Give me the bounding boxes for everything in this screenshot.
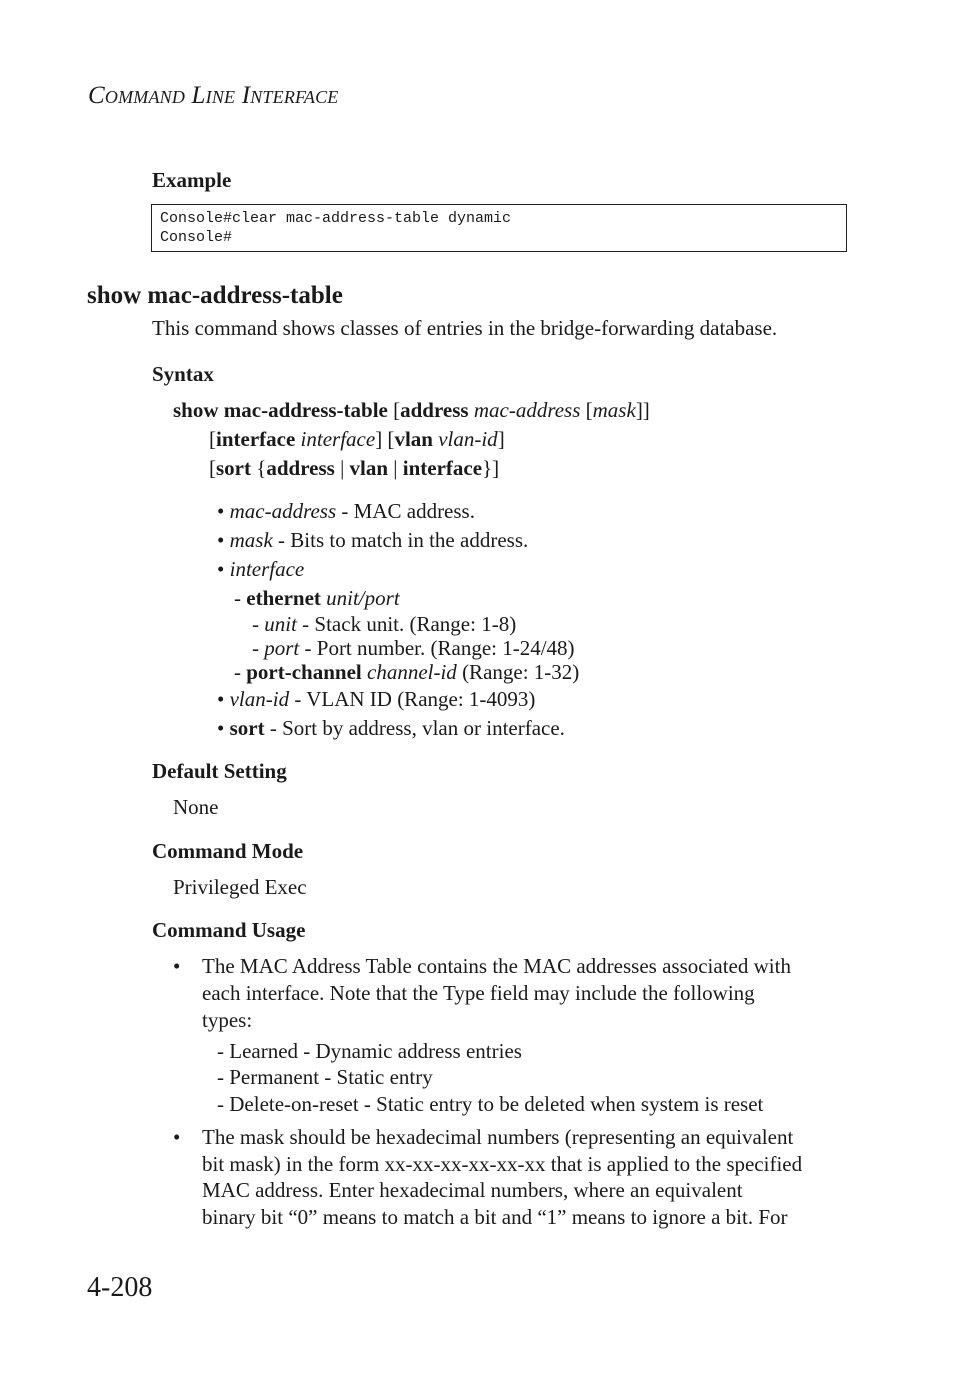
bullet-icon: •	[173, 954, 181, 978]
param-interface: • interface	[217, 557, 305, 581]
usage-text-line: binary bit “0” means to match a bit and “1” means to ignore a bit. For	[202, 1205, 788, 1229]
example-heading: Example	[152, 168, 232, 192]
param-unit: - unit - Stack unit. (Range: 1-8)	[252, 612, 517, 636]
type-item: - Permanent - Static entry	[217, 1065, 433, 1089]
bullet-icon: •	[173, 1125, 181, 1149]
syntax-heading: Syntax	[152, 362, 214, 386]
usage-text-line: each interface. Note that the Type field may include the following	[202, 981, 755, 1005]
section-description: This command shows classes of entries in the bridge-forwarding database.	[152, 316, 778, 340]
usage-text-line: The MAC Address Table contains the MAC addresses associated with	[202, 954, 791, 978]
usage-text-line: types:	[202, 1008, 253, 1032]
param-ethernet: - ethernet unit/port	[234, 586, 400, 610]
default-setting-value: None	[173, 795, 219, 819]
code-line: Console#clear mac-address-table dynamic	[160, 210, 512, 227]
usage-text-line: MAC address. Enter hexadecimal numbers, where an equivalent	[202, 1178, 743, 1202]
default-setting-heading: Default Setting	[152, 759, 287, 783]
command-mode-heading: Command Mode	[152, 839, 304, 863]
section-title: show mac-address-table	[87, 282, 343, 309]
param-mac-address: • mac-address - MAC address.	[217, 499, 475, 523]
param-mask: • mask - Bits to match in the address.	[217, 528, 529, 552]
param-vlan-id: • vlan-id - VLAN ID (Range: 1-4093)	[217, 687, 536, 711]
command-usage-heading: Command Usage	[152, 918, 306, 942]
syntax-line-3: [sort {address | vlan | interface}]	[209, 456, 500, 480]
code-example	[151, 204, 847, 252]
running-header: COMMAND LINE INTERFACE	[88, 82, 339, 109]
usage-text-line: The mask should be hexadecimal numbers (representing an equivalent	[202, 1125, 794, 1149]
type-item: - Delete-on-reset - Static entry to be deleted when system is reset	[217, 1092, 764, 1116]
param-port-channel: - port-channel channel-id (Range: 1-32)	[234, 660, 580, 684]
param-sort: • sort - Sort by address, vlan or interface.	[217, 716, 565, 740]
type-item: - Learned - Dynamic address entries	[217, 1039, 522, 1063]
command-mode-value: Privileged Exec	[173, 875, 307, 899]
page-number: 4-208	[87, 1272, 153, 1303]
param-port: - port - Port number. (Range: 1-24/48)	[252, 636, 575, 660]
syntax-line-2: [interface interface] [vlan vlan-id]	[209, 427, 505, 451]
syntax-line-1: show mac-address-table [address mac-address [mask]]	[173, 398, 650, 422]
code-line: Console#	[160, 229, 233, 246]
usage-text-line: bit mask) in the form xx-xx-xx-xx-xx-xx that is applied to the specified	[202, 1152, 803, 1176]
